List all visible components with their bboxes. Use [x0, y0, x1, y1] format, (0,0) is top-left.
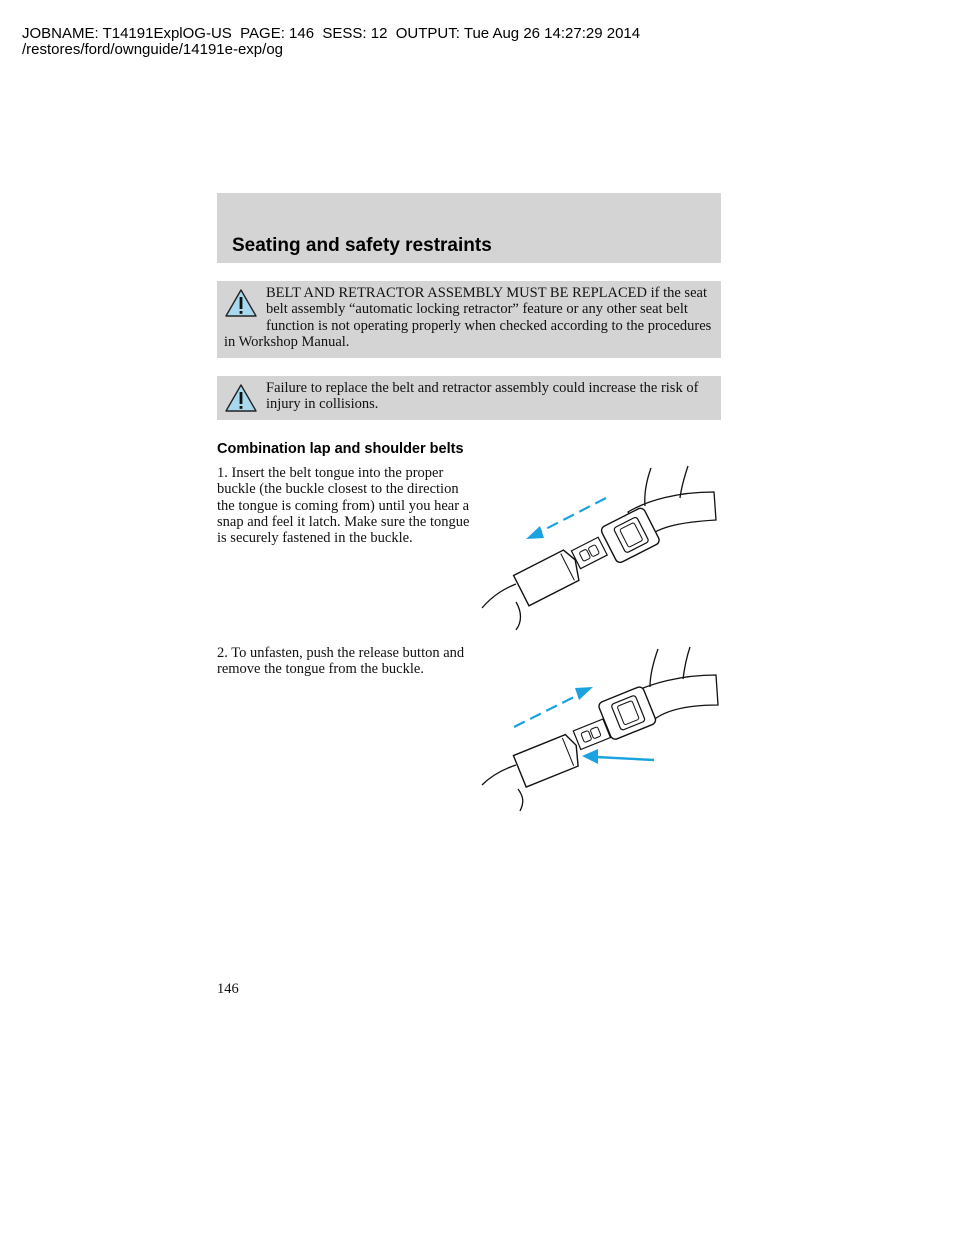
section-title: Seating and safety restraints — [232, 235, 492, 256]
warning-triangle-icon — [224, 383, 258, 413]
subsection-title: Combination lap and shoulder belts — [217, 441, 464, 457]
belt-release-illustration — [478, 643, 724, 815]
page-number: 146 — [217, 981, 239, 997]
warning-triangle-icon — [224, 288, 258, 318]
job-info-header — [22, 26, 640, 58]
warning-box-1 — [217, 281, 721, 358]
warning-text-2: Failure to replace the belt and retractor assembly could increase the risk of injury in collisions. — [266, 380, 699, 413]
step-2-text: 2. To unfasten, push the release button and remove the tongue from the buckle. — [217, 645, 465, 678]
section-header — [217, 193, 721, 263]
job-info-line-2: /restores/ford/ownguide/14191e-exp/og — [22, 41, 284, 58]
warning-text-1: BELT AND RETRACTOR ASSEMBLY MUST BE REPLACED if the seat belt assembly “automatic locking retractor” feature or any other seat belt function is not operating properly when checked according to the procedures in Workshop Manual. — [224, 285, 712, 350]
warning-box-2 — [217, 376, 721, 420]
step-1-text: 1. Insert the belt tongue into the proper buckle (the buckle closest to the direction the tongue is coming from) until you hear a snap and feel it latch. Make sure the tongue is securely fastened in the buckle. — [217, 465, 470, 547]
belt-insert-illustration — [478, 462, 724, 634]
job-info-line-1: JOBNAME: T14191ExplOG-US PAGE: 146 SESS: 12 OUTPUT: Tue Aug 26 14:27:29 2014 — [22, 25, 641, 42]
